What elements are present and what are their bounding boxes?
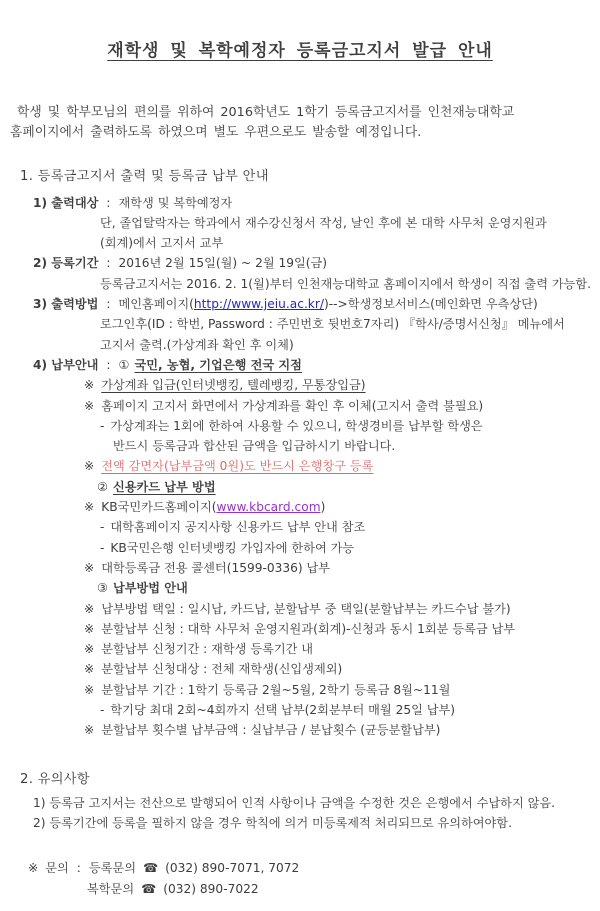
- payment-guide-label: 4) 납부안내: [33, 357, 99, 372]
- installment-detail-note: [0, 700, 600, 720]
- print-method-item: [0, 294, 600, 314]
- bank-branches-heading: 국민, 농협, 기업은행 전국 지점: [134, 357, 302, 372]
- phone-icon: ☎: [141, 882, 157, 897]
- contact-registration-number: (032) 890-7071, 7072: [165, 861, 300, 876]
- print-target-note-1: 단, 졸업탈락자는 학과에서 재수강신청서 작성, 날인 후에 본 대학 사무처 운영지원과: [100, 215, 547, 230]
- contact-return-line: [0, 879, 600, 900]
- print-method-note-1: 로그인후(ID : 학번, Password : 주민번호 뒷번호7자리) 『학사/증명서신청』 메뉴에서: [100, 317, 565, 332]
- callcenter-note: [0, 558, 600, 578]
- reference-mark: ※: [84, 601, 95, 616]
- payment-guide-item: [0, 355, 600, 375]
- registration-period-note: 등록금고지서는 2016. 2. 1(월)부터 인천재능대학교 홈페이지에서 학생이 직접 출력 가능함.: [100, 276, 592, 291]
- intro-line-2: 홈페이지에서 출력하도록 하였으며 별도 우편으로도 발송할 예정입니다.: [10, 125, 422, 141]
- page-title: 재학생 및 복학예정자 등록금고지서 발급 안내: [107, 41, 493, 61]
- installment-target-note: [0, 659, 600, 679]
- bullet-dash: -: [100, 520, 105, 535]
- print-method-label: 3) 출력방법: [33, 297, 99, 312]
- virtual-account-transfer-note: [0, 396, 600, 416]
- colon-separator: :: [76, 861, 81, 876]
- registration-period-value: 2016년 2월 15일(월) ~ 2월 19일(금): [118, 256, 328, 271]
- reference-mark: ※: [28, 861, 39, 876]
- registration-period-item: [0, 253, 600, 273]
- contact-label: 문의: [45, 861, 69, 876]
- virtual-account-once-text: 가상계좌는 1회에 한하여 사용할 수 있으니, 학생경비를 납부할 학생은: [110, 418, 483, 433]
- virtual-account-deposit-text: 가상계좌 입금(인터넷뱅킹, 텔레뱅킹, 무통장입금): [101, 378, 366, 393]
- payment-method-heading-text: 납부방법 안내: [112, 581, 188, 596]
- reference-mark: ※: [84, 459, 95, 474]
- virtual-account-once-note: [0, 416, 600, 436]
- full-exemption-alert-text: 전액 감면자(납부금액 0원)도 반드시 은행창구 등록: [101, 459, 374, 474]
- installment-amount-text: 분할납부 횟수별 납부금액 : 실납부금 / 분납횟수 (균등분할납부): [101, 723, 441, 738]
- installment-apply-note: [0, 619, 600, 639]
- kbcard-pre: KB국민카드홈페이지(: [101, 500, 217, 515]
- contact-registration-line: [0, 858, 600, 879]
- contact-return-number: (032) 890-7022: [163, 882, 259, 897]
- reference-mark: ※: [84, 682, 95, 697]
- contact-return-name: 복학문의: [87, 882, 135, 897]
- section2: [0, 768, 600, 834]
- reference-mark: ※: [84, 378, 95, 393]
- contact-block: [0, 858, 600, 900]
- credit-card-heading-text: 신용카드 납부 방법: [112, 479, 216, 494]
- installment-apply-text: 분할납부 신청 : 대학 사무처 운영지원과(회계)-신청과 동시 1회분 등록금 납부: [101, 621, 516, 636]
- reference-mark: ※: [84, 723, 95, 738]
- virtual-account-deposit-note: [0, 375, 600, 395]
- circled-number-3: ③: [97, 581, 108, 596]
- print-method-post: )-->학생정보서비스(메인화면 우측상단): [324, 297, 538, 312]
- kbcard-link[interactable]: www.kbcard.com: [216, 500, 321, 515]
- kbcard-post: ): [320, 500, 326, 515]
- reference-mark: ※: [84, 642, 95, 657]
- reference-mark: ※: [84, 500, 95, 515]
- print-target-label: 1) 출력대상: [33, 195, 99, 210]
- circled-number-1: ①: [118, 357, 130, 372]
- reference-mark: ※: [84, 560, 95, 575]
- payment-method-choice-text: 납부방법 택일 : 일시납, 카드납, 분할납부 중 택일(분할납부는 카드수납 불가): [101, 601, 511, 616]
- credit-card-note-2: [0, 538, 600, 558]
- installment-amount-note: [0, 720, 600, 740]
- installment-period-text: 분할납부 기간 : 1학기 등록금 2월~5월, 2학기 등록금 8월~11월: [101, 682, 451, 697]
- phone-icon: ☎: [142, 861, 159, 876]
- section2-heading: 2. 유의사항: [20, 771, 90, 787]
- bullet-dash: -: [100, 540, 105, 555]
- virtual-account-transfer-text: 홈페이지 고지서 화면에서 가상계좌를 확인 후 이체(고지서 출력 불필요): [101, 398, 484, 413]
- credit-card-note-1-text: 대학홈페이지 공지사항 신용카드 납부 안내 참조: [110, 520, 366, 535]
- installment-target-text: 분할납부 신청대상 : 전체 재학생(신입생제외): [101, 662, 343, 677]
- notice-2: 2) 등록기간에 등록을 필하지 않을 경우 학칙에 의거 미등록제적 처리되므로 유의하여야함.: [33, 815, 512, 830]
- intro-line-1: 학생 및 학부모님의 편의를 위하여 2016학년도 1학기 등록금고지서를 인천재능대학교: [17, 105, 515, 120]
- installment-apply-period-note: [0, 639, 600, 659]
- section1-heading: 1. 등록금고지서 출력 및 등록금 납부 안내: [20, 168, 269, 184]
- kbcard-homepage-note: [0, 497, 600, 517]
- callcenter-note-text: 대학등록금 전용 콜센터(1599-0336) 납부: [101, 560, 331, 575]
- section2-notes: [0, 793, 600, 834]
- full-exemption-alert: [0, 456, 600, 476]
- colon-separator: :: [106, 195, 111, 210]
- installment-period-note: [0, 680, 600, 700]
- reference-mark: ※: [84, 398, 95, 413]
- virtual-account-once-note-cont: 반드시 등록금과 합산된 금액을 입금하시기 바랍니다.: [113, 439, 396, 454]
- section1-list: [0, 193, 600, 741]
- payment-method-choice-note: [0, 599, 600, 619]
- circled-number-2: ②: [97, 479, 108, 494]
- credit-card-section-heading: [0, 477, 600, 497]
- print-method-pre: 메인홈페이지(: [118, 297, 194, 312]
- credit-card-note-1: [0, 517, 600, 537]
- print-target-item: [0, 193, 600, 213]
- colon-separator: :: [106, 297, 111, 312]
- print-target-note-2: (회계)에서 고지서 교부: [100, 236, 224, 251]
- jeiu-homepage-link[interactable]: http://www.jeiu.ac.kr/: [193, 297, 324, 312]
- reference-mark: ※: [84, 621, 95, 636]
- installment-detail-text: 학기당 최대 2회~4회까지 선택 납부(2회분부터 매월 25일 납부): [110, 703, 456, 718]
- colon-separator: :: [106, 357, 111, 372]
- bullet-dash: -: [100, 418, 105, 433]
- contact-registration-name: 등록문의: [88, 861, 136, 876]
- bullet-dash: -: [100, 703, 105, 718]
- credit-card-note-2-text: KB국민은행 인터넷뱅킹 가입자에 한하여 가능: [110, 540, 355, 555]
- colon-separator: :: [106, 256, 111, 271]
- installment-apply-period-text: 분할납부 신청기간 : 재학생 등록기간 내: [101, 642, 314, 657]
- print-target-value: 재학생 및 복학예정자: [118, 195, 233, 210]
- intro-paragraph: [0, 103, 600, 144]
- notice-1: 1) 등록금 고지서는 전산으로 발행되어 인적 사항이나 금액을 수정한 것은 은행에서 수납하지 않음.: [33, 795, 556, 810]
- print-method-note-2: 고지서 출력.(가상계좌 확인 후 이체): [100, 337, 294, 352]
- registration-period-label: 2) 등록기간: [33, 256, 99, 271]
- reference-mark: ※: [84, 662, 95, 677]
- payment-method-section-heading: [0, 578, 600, 598]
